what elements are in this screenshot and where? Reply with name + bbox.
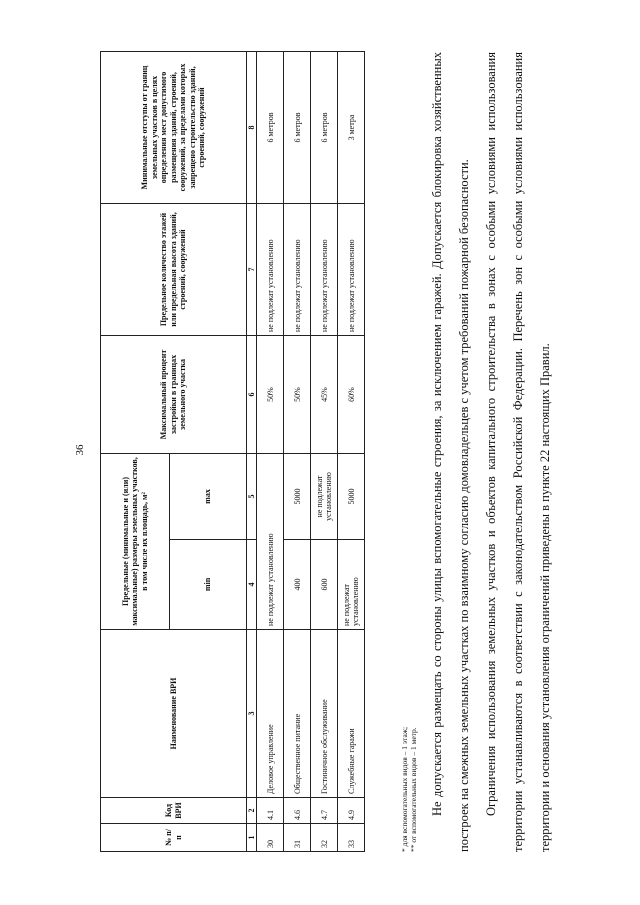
row-percent: 50%	[257, 336, 284, 454]
row-name: Деловое управление	[257, 630, 284, 798]
column-number: 5	[247, 454, 257, 540]
column-number: 6	[247, 336, 257, 454]
header-code: Код ВРИ	[101, 798, 247, 824]
row-size-min: 600	[311, 540, 338, 630]
row-floors: не подлежат установлению	[338, 204, 365, 336]
row-name: Общественное питание	[284, 630, 311, 798]
column-number: 8	[247, 52, 257, 204]
table-header-row	[101, 52, 170, 852]
rotated-content	[14, 10, 624, 890]
header-size-min: min	[170, 540, 247, 630]
row-setback: 6 метров	[257, 52, 284, 204]
row-num: 31	[284, 824, 311, 852]
row-size-merged: не подлежат установлению	[257, 454, 284, 630]
header-floors: Предельное количество этажей или предельная высота зданий, строений, сооружений	[101, 204, 247, 336]
row-size-max: не подлежат установлению	[311, 454, 338, 540]
table-row	[284, 52, 311, 852]
page-number: 36	[74, 444, 86, 456]
row-floors: не подлежат установлению	[257, 204, 284, 336]
header-size-max: max	[170, 454, 247, 540]
row-percent: 60%	[338, 336, 365, 454]
footnote: * для вспомогательных видов – 1 этаж;	[400, 726, 409, 852]
table-row	[257, 52, 284, 852]
column-number: 7	[247, 204, 257, 336]
row-percent: 50%	[284, 336, 311, 454]
column-number: 2	[247, 798, 257, 824]
zoning-parameters-table	[100, 51, 365, 852]
row-name: Служебные гаражи	[338, 630, 365, 798]
header-size-limits: Предельные (минимальные и (или) максимальные) размеры земельных участков, в том числе их площадь, м²	[101, 454, 170, 630]
header-name: Наименование ВРИ	[101, 630, 247, 798]
column-number: 1	[247, 824, 257, 852]
paragraph: Не допускается размещать со стороны улицы вспомогательные строения, за исключением гаражей. Допускается блокировка хозяйственных построек на смежных земельных участках по взаимному согласию домовладельцев с учетом требований пожарной безопасности.	[430, 52, 471, 852]
column-number: 4	[247, 540, 257, 630]
row-floors: не подлежат установлению	[311, 204, 338, 336]
row-code: 4.1	[257, 798, 284, 824]
paragraph: Ограничения использования земельных участков и объектов капитального строительства в зонах с особыми условиями использования территории устанавливаются в соответствии с законодательством Российской Федерации. Перечень зон с особыми условиями использования территории и основания установления ограничений приведены в пункте 22 настоящих Правил.	[484, 52, 552, 852]
row-num: 30	[257, 824, 284, 852]
row-floors: не подлежат установлению	[284, 204, 311, 336]
row-name: Гостиничное обслуживание	[311, 630, 338, 798]
row-percent: 45%	[311, 336, 338, 454]
row-code: 4.7	[311, 798, 338, 824]
row-num: 32	[311, 824, 338, 852]
table-footnotes	[400, 452, 419, 852]
row-setback: 6 метров	[311, 52, 338, 204]
column-number: 3	[247, 630, 257, 798]
body-text	[424, 52, 559, 852]
row-code: 4.9	[338, 798, 365, 824]
row-size-max: 5000	[284, 454, 311, 540]
table-row	[311, 52, 338, 852]
row-num: 33	[338, 824, 365, 852]
row-setback: 6 метров	[284, 52, 311, 204]
header-num: № п/п	[101, 824, 247, 852]
table-row	[338, 52, 365, 852]
row-size-min: 400	[284, 540, 311, 630]
header-setbacks: Минимальные отступы от границ земельных участков в целях определения мест допустимого размещения зданий, строений, сооружений, за пределами которых запрещено строительство зданий, строений, сооружений	[101, 52, 247, 204]
row-setback: 3 метра	[338, 52, 365, 204]
row-code: 4.6	[284, 798, 311, 824]
row-size-min: не подлежат установлению	[338, 540, 365, 630]
row-size-max: 5000	[338, 454, 365, 540]
footnote: ** от вспомогательных видов – 1 метр.	[409, 727, 419, 852]
column-number-row	[247, 52, 257, 852]
header-max-percent: Максимальный процент застройки в границах земельного участка	[101, 336, 247, 454]
